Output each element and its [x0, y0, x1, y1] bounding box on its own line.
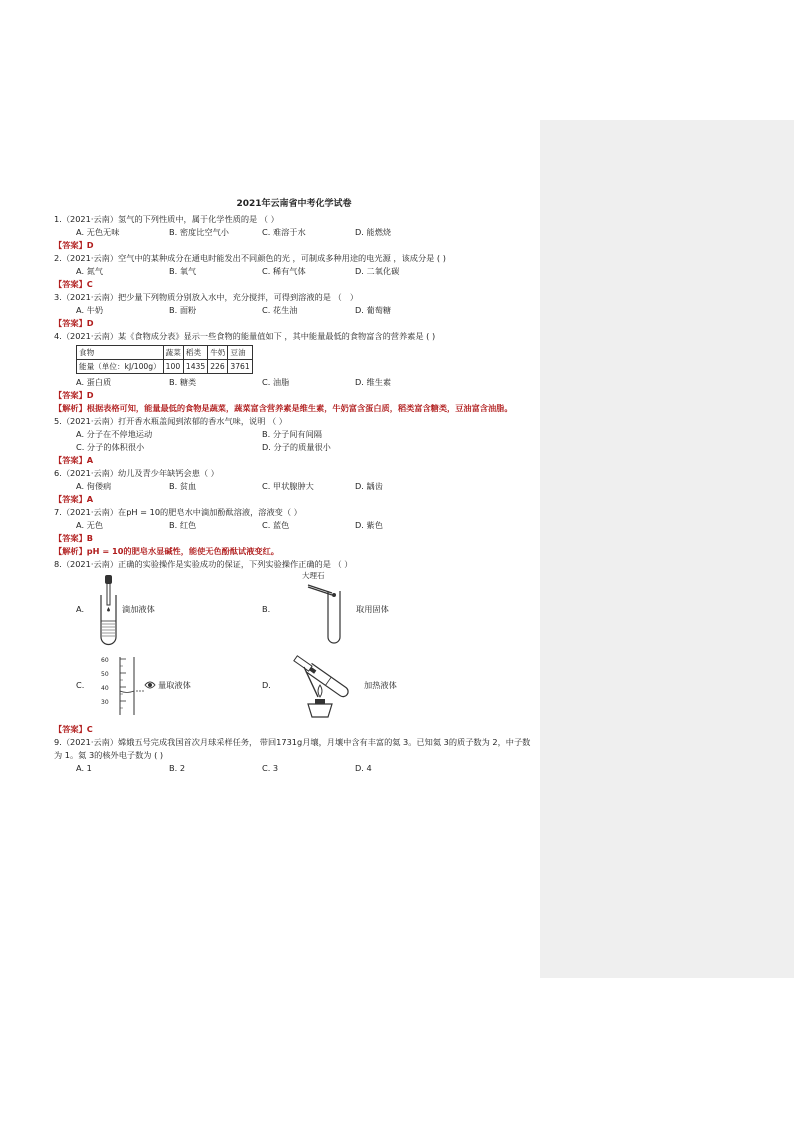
- answer-7: 【答案】B: [54, 533, 93, 543]
- figure-b: [240, 571, 426, 647]
- question-5: [54, 415, 534, 428]
- question-number: 3.: [54, 292, 62, 302]
- analysis-7: 【解析】pH = 10的肥皂水显碱性，能使无色酚酞试液变红。: [54, 546, 279, 556]
- options-5-row-1: [54, 428, 534, 441]
- question-stem: （2021·云南）某《食物成分表》显示一些食物的能量值如下 ，其中能量最低的食物富含的营养素是 ( ): [61, 331, 436, 341]
- question-stem: （2021·云南）正确的实验操作是实验成功的保证，下列实验操作正确的是 （ ）: [61, 559, 353, 569]
- table-header-row: [77, 346, 253, 360]
- option-a: A. 佝偻病: [76, 481, 112, 491]
- question-7: [54, 506, 534, 519]
- option-c: C. 3: [262, 763, 279, 773]
- table-cell: 牛奶: [208, 346, 228, 360]
- option-c: C. 甲状腺肿大: [262, 481, 314, 491]
- option-c: C. 分子的体积很小: [76, 442, 145, 452]
- table-row: [77, 360, 253, 374]
- options-7: [54, 519, 534, 532]
- answer-1: 【答案】D: [54, 240, 94, 250]
- option-b: B. 糖类: [169, 377, 197, 387]
- figure-label: 加热液体: [364, 679, 397, 690]
- question-number: 6.: [54, 468, 62, 478]
- analysis-4: 【解析】根据表格可知，能量最低的食物是蔬菜，蔬菜富含营养素是维生素，牛奶富含蛋白质，稻类富含糖类，豆油富含油脂。: [54, 403, 513, 413]
- question-stem: （2021·云南）空气中的某种成分在通电时能发出不同颜色的光 ，可制成多种用途的电光源 ，该成分是 ( ): [61, 253, 446, 263]
- option-d: D. 分子的质量很小: [262, 442, 331, 452]
- question-3: [54, 291, 534, 304]
- question-stem: （2021·云南）嫦娥五号完成我国首次月球采样任务， 带回1731g月壤，月壤中含有丰富的氦 3。已知氦 3的质子数为 2，中子数为 1。氦 3的核外电子数为 ( ): [54, 737, 531, 760]
- option-b: B. 2: [169, 763, 186, 773]
- table-cell: 蔬菜: [163, 346, 183, 360]
- option-d: D. 维生素: [355, 377, 392, 387]
- option-a: A. 氮气: [76, 266, 104, 276]
- table-cell: 食物: [77, 346, 164, 360]
- question-stem: （2021·云南）打开香水瓶盖闻到浓郁的香水气味，说明 （ ）: [61, 416, 287, 426]
- page-title: 2021年云南省中考化学试卷: [236, 199, 352, 209]
- table-cell: 豆油: [228, 346, 252, 360]
- question-4: [54, 330, 534, 343]
- comment-margin: [540, 120, 794, 978]
- option-d: D. 葡萄糖: [355, 305, 392, 315]
- figure-row-ab: [54, 571, 534, 647]
- options-3: [54, 304, 534, 317]
- option-b: B. 分子间有间隔: [262, 429, 322, 439]
- question-stem: （2021·云南）在pH = 10的肥皂水中滴加酚酞溶液，溶液变（ ）: [61, 507, 302, 517]
- heating-liquid-drawing: [284, 647, 362, 723]
- answer-8: 【答案】C: [54, 724, 93, 734]
- option-d: D. 紫色: [355, 520, 383, 530]
- option-a: A. 蛋白质: [76, 377, 112, 387]
- option-d: D. 能燃烧: [355, 227, 392, 237]
- question-stem: （2021·云南）把少量下列物质分别放入水中，充分搅拌，可得到溶液的是 （ ）: [61, 292, 359, 302]
- option-b: B. 贫血: [169, 481, 197, 491]
- option-c: C. 难溶于水: [262, 227, 306, 237]
- question-number: 9.: [54, 737, 62, 747]
- answer-2: 【答案】C: [54, 279, 93, 289]
- question-number: 7.: [54, 507, 62, 517]
- figure-a: [54, 571, 240, 647]
- dropper-test-tube-drawing: [98, 571, 120, 647]
- table-cell: 稻类: [183, 346, 207, 360]
- tick-label: 60: [101, 657, 109, 664]
- table-cell: 100: [163, 360, 183, 374]
- answer-4: 【答案】D: [54, 390, 94, 400]
- option-b: B. 红色: [169, 520, 197, 530]
- food-energy-table: [76, 345, 253, 374]
- option-a: A. 1: [76, 763, 92, 773]
- figure-label: 量取液体: [158, 679, 191, 690]
- option-b: B. 面粉: [169, 305, 197, 315]
- question-number: 2.: [54, 253, 62, 263]
- graduated-cylinder-drawing: [98, 647, 144, 723]
- answer-6: 【答案】A: [54, 494, 94, 504]
- question-number: 1.: [54, 214, 62, 224]
- options-2: [54, 265, 534, 278]
- question-6: [54, 467, 534, 480]
- tick-label: 40: [101, 685, 109, 692]
- figure-letter: B.: [262, 603, 271, 614]
- options-4: [54, 376, 534, 389]
- figure-letter: D.: [262, 679, 271, 690]
- tweezers-test-tube-drawing: [284, 571, 354, 647]
- question-number: 8.: [54, 559, 62, 569]
- question-stem: （2021·云南）氢气的下列性质中，属于化学性质的是 （ ）: [61, 214, 279, 224]
- tweezers-test-tube-svg: [284, 571, 354, 647]
- question-2: [54, 252, 534, 265]
- figure-label: 滴加液体: [122, 603, 155, 614]
- option-a: A. 牛奶: [76, 305, 104, 315]
- question-9: [54, 736, 534, 762]
- options-5-row-2: [54, 441, 534, 454]
- answer-5: 【答案】A: [54, 455, 94, 465]
- option-c: C. 稀有气体: [262, 266, 306, 276]
- option-c: C. 油脂: [262, 377, 290, 387]
- figure-annotation: 大理石: [302, 571, 325, 580]
- option-b: B. 密度比空气小: [169, 227, 229, 237]
- question-number: 4.: [54, 331, 62, 341]
- option-c: C. 蓝色: [262, 520, 290, 530]
- question-1: [54, 213, 534, 226]
- table-cell: 1435: [183, 360, 207, 374]
- question-stem: （2021·云南）幼儿及青少年缺钙会患（ ）: [61, 468, 219, 478]
- table-cell: 226: [208, 360, 228, 374]
- answer-3: 【答案】D: [54, 318, 94, 328]
- option-d: D. 4: [355, 763, 372, 773]
- figure-row-cd: [54, 647, 534, 723]
- option-d: D. 二氧化碳: [355, 266, 400, 276]
- table-cell: 3761: [228, 360, 252, 374]
- question-number: 5.: [54, 416, 62, 426]
- options-6: [54, 480, 534, 493]
- tick-label: 30: [101, 699, 109, 706]
- figure-c: [54, 647, 240, 723]
- option-b: B. 氧气: [169, 266, 197, 276]
- table-cell: 能量（单位：kJ/100g）: [77, 360, 164, 374]
- option-a: A. 无色: [76, 520, 104, 530]
- figure-letter: A.: [76, 603, 85, 614]
- option-c: C. 花生油: [262, 305, 298, 315]
- options-1: [54, 226, 534, 239]
- exam-page: [54, 198, 534, 775]
- figure-letter: C.: [76, 679, 85, 690]
- option-a: A. 无色无味: [76, 227, 120, 237]
- option-d: D. 龋齿: [355, 481, 383, 491]
- option-a: A. 分子在不停地运动: [76, 429, 153, 439]
- figure-label: 取用固体: [356, 603, 389, 614]
- question-8: [54, 558, 534, 571]
- options-9: [54, 762, 534, 775]
- tick-label: 50: [101, 671, 109, 678]
- eye-icon: [144, 678, 156, 692]
- figure-d: [240, 647, 426, 723]
